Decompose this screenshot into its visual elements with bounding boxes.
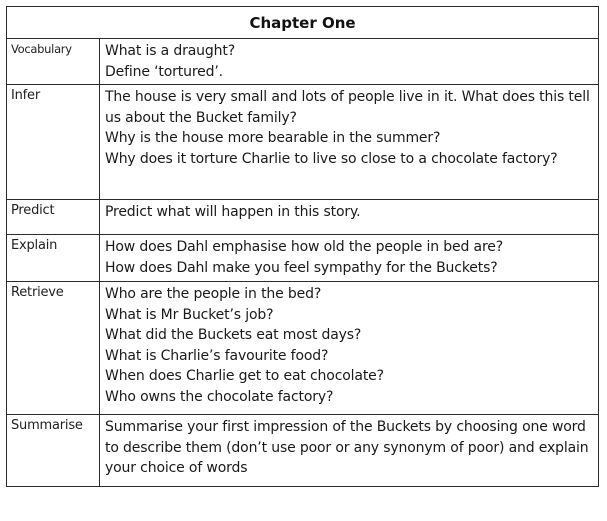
category-vocabulary: Vocabulary xyxy=(7,39,100,85)
comprehension-table xyxy=(6,6,599,487)
table-row-retrieve xyxy=(7,282,599,415)
chapter-title: Chapter One xyxy=(7,7,599,39)
question: What is Mr Bucket’s job? xyxy=(105,306,274,323)
question: The house is very small and lots of people live in it. What does this tell us about the Bucket family? xyxy=(105,89,590,126)
category-retrieve: Retrieve xyxy=(7,282,100,415)
questions-summarise xyxy=(100,415,599,487)
category-infer: Infer xyxy=(7,85,100,200)
table-row-infer xyxy=(7,85,599,200)
question: Predict what will happen in this story. xyxy=(105,204,361,220)
category-explain: Explain xyxy=(7,235,100,282)
questions-infer xyxy=(100,85,599,200)
question: How does Dahl emphasise how old the people in bed are? xyxy=(105,239,503,255)
question: What did the Buckets eat most days? xyxy=(105,327,362,343)
title-row xyxy=(7,7,599,39)
questions-explain xyxy=(100,235,599,282)
table-row-vocabulary xyxy=(7,39,599,85)
question: When does Charlie get to eat chocolate? xyxy=(105,368,384,384)
table-row-explain xyxy=(7,235,599,282)
question: How does Dahl make you feel sympathy for the Buckets? xyxy=(105,259,498,276)
question: Summarise your first impression of the Buckets by choosing one word to describe them (don’t use poor or any synonym of poor) and explain your choice of words xyxy=(105,419,589,476)
question: Why is the house more bearable in the summer? xyxy=(105,130,441,146)
questions-vocabulary xyxy=(100,39,599,85)
question: Who owns the chocolate factory? xyxy=(105,388,334,405)
question: What is a draught? xyxy=(105,43,235,59)
category-predict: Predict xyxy=(7,200,100,235)
questions-retrieve xyxy=(100,282,599,415)
questions-predict xyxy=(100,200,599,235)
question: What is Charlie’s favourite food? xyxy=(105,347,329,364)
table-row-summarise xyxy=(7,415,599,487)
question: Who are the people in the bed? xyxy=(105,286,322,302)
table-row-predict xyxy=(7,200,599,235)
category-summarise: Summarise xyxy=(7,415,100,487)
question: Define ‘tortured’. xyxy=(105,63,223,80)
question: Why does it torture Charlie to live so close to a chocolate factory? xyxy=(105,150,558,167)
